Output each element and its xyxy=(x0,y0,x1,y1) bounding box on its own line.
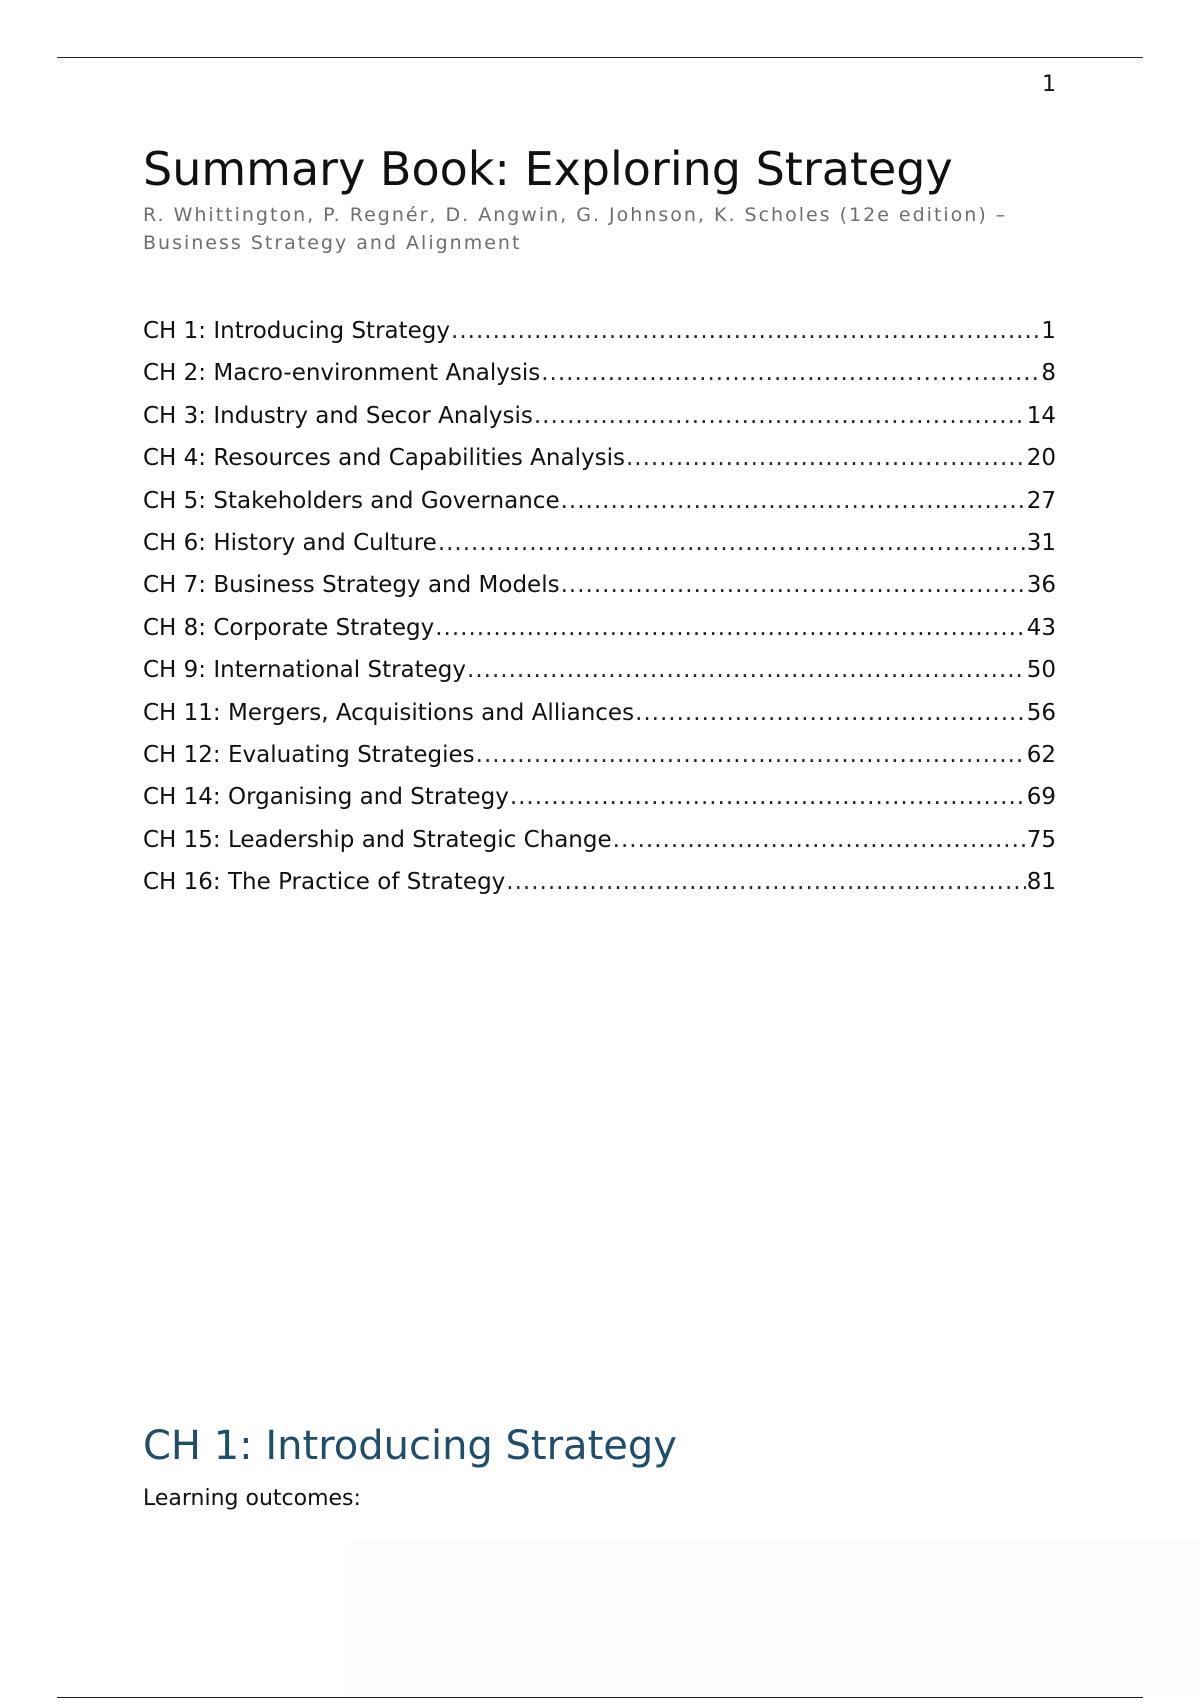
toc-entry-page: 36 xyxy=(1026,572,1056,599)
toc-dot-leader xyxy=(435,615,1026,641)
toc-entry-title: CH 3: Industry and Secor Analysis xyxy=(143,402,533,429)
toc-entry[interactable] xyxy=(143,572,1056,614)
toc-entry-title: CH 1: Introducing Strategy xyxy=(143,318,451,344)
toc-dot-leader xyxy=(626,445,1026,471)
toc-entry-page: 75 xyxy=(1026,826,1056,853)
toc-entry[interactable] xyxy=(143,318,1056,360)
toc-dot-leader xyxy=(561,572,1026,598)
toc-entry[interactable] xyxy=(143,445,1056,487)
toc-entry-page: 69 xyxy=(1026,784,1056,811)
toc-entry[interactable] xyxy=(143,360,1056,402)
toc-entry-page: 43 xyxy=(1026,614,1056,641)
blurred-content-area xyxy=(350,1540,1200,1695)
toc-dot-leader xyxy=(561,488,1026,514)
toc-entry-title: CH 7: Business Strategy and Models xyxy=(143,572,560,599)
learning-outcomes-label: Learning outcomes: xyxy=(143,1486,361,1511)
document-title: Summary Book: Exploring Strategy xyxy=(143,142,953,196)
toc-entry-title: CH 15: Leadership and Strategic Change xyxy=(143,826,612,853)
toc-entry[interactable] xyxy=(143,827,1056,869)
top-rule xyxy=(57,57,1143,58)
toc-entry[interactable] xyxy=(143,784,1056,826)
toc-entry-title: CH 9: International Strategy xyxy=(143,657,467,684)
toc-entry-title: CH 2: Macro-environment Analysis xyxy=(143,360,541,387)
page-number: 1 xyxy=(1042,72,1056,97)
toc-entry-page: 27 xyxy=(1026,487,1056,514)
toc-entry-page: 50 xyxy=(1026,657,1056,684)
toc-entry-page: 62 xyxy=(1026,741,1056,768)
toc-dot-leader xyxy=(467,657,1026,683)
toc-dot-leader xyxy=(451,318,1040,344)
toc-dot-leader xyxy=(438,530,1026,556)
toc-entry-title: CH 4: Resources and Capabilities Analysis xyxy=(143,445,625,472)
toc-entry[interactable] xyxy=(143,869,1056,911)
toc-entry-title: CH 14: Organising and Strategy xyxy=(143,784,509,811)
toc-dot-leader xyxy=(534,403,1026,429)
toc-entry-page: 81 xyxy=(1026,869,1056,896)
toc-entry[interactable] xyxy=(143,700,1056,742)
toc-entry-title: CH 8: Corporate Strategy xyxy=(143,614,435,641)
toc-entry-title: CH 5: Stakeholders and Governance xyxy=(143,487,560,514)
bottom-rule xyxy=(57,1697,1143,1698)
toc-entry[interactable] xyxy=(143,742,1056,784)
toc-entry-page: 31 xyxy=(1026,529,1056,556)
toc-entry-page: 14 xyxy=(1026,402,1056,429)
toc-dot-leader xyxy=(506,869,1025,895)
document-subtitle: R. Whittington, P. Regnér, D. Angwin, G. Johnson, K. Scholes (12e edition) – Business Strategy and Alignment xyxy=(143,204,1008,254)
toc-entry[interactable] xyxy=(143,615,1056,657)
toc-entry[interactable] xyxy=(143,657,1056,699)
toc-entry-page: 20 xyxy=(1026,445,1056,472)
toc-entry[interactable] xyxy=(143,403,1056,445)
toc-dot-leader xyxy=(476,742,1026,768)
toc-entry[interactable] xyxy=(143,530,1056,572)
toc-entry-title: CH 12: Evaluating Strategies xyxy=(143,741,475,768)
toc-entry-page: 1 xyxy=(1041,318,1056,344)
toc-entry-title: CH 11: Mergers, Acquisitions and Alliances xyxy=(143,699,635,726)
toc-entry[interactable] xyxy=(143,488,1056,530)
toc-dot-leader xyxy=(541,360,1040,386)
toc-entry-page: 56 xyxy=(1026,699,1056,726)
chapter-heading: CH 1: Introducing Strategy xyxy=(143,1423,677,1469)
toc-dot-leader xyxy=(510,784,1026,810)
toc-entry-title: CH 6: History and Culture xyxy=(143,529,437,556)
toc-dot-leader xyxy=(635,700,1026,726)
toc-entry-title: CH 16: The Practice of Strategy xyxy=(143,869,506,896)
toc-dot-leader xyxy=(613,827,1026,853)
toc-entry-page: 8 xyxy=(1041,360,1056,387)
table-of-contents xyxy=(143,318,1056,911)
